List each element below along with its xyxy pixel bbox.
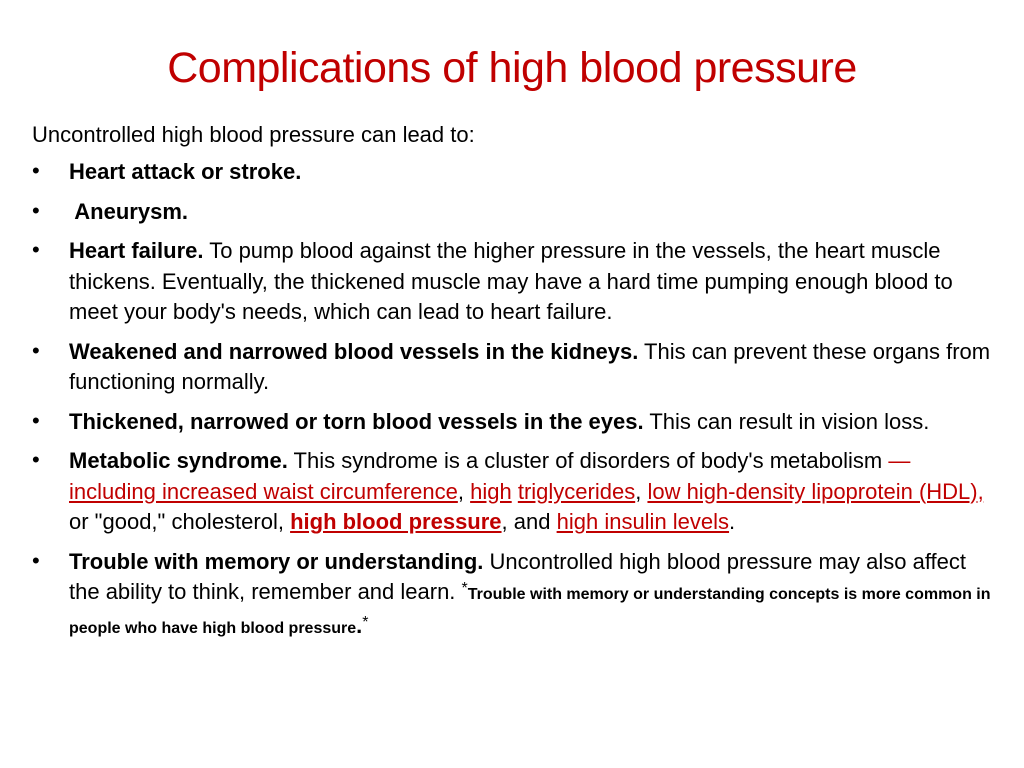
- bullet-icon: •: [32, 197, 40, 223]
- high-link[interactable]: high: [470, 478, 512, 504]
- bullet-icon: •: [32, 407, 40, 433]
- bullet-icon: •: [32, 337, 40, 363]
- insulin-levels-link[interactable]: high insulin levels: [556, 509, 730, 534]
- list-item-eyes: [32, 407, 1000, 438]
- separator-text: ,: [457, 478, 464, 504]
- item-description: This can prevent these organs from functioning normally.: [69, 338, 991, 394]
- item-heading: Heart failure.: [69, 238, 204, 263]
- list-item-aneurysm: [32, 197, 1000, 228]
- item-heading: Weakened and narrowed blood vessels in the kidneys.: [69, 338, 639, 364]
- item-heading: Heart attack or stroke.: [69, 159, 302, 184]
- item-heading: Thickened, narrowed or torn blood vessels in the eyes.: [69, 408, 644, 434]
- item-description: This can result in vision loss.: [643, 408, 930, 434]
- list-item-kidneys: [32, 337, 1000, 398]
- asterisk: *: [461, 580, 468, 597]
- asterisk: *: [362, 613, 369, 631]
- high-blood-pressure-link[interactable]: high blood pressure: [290, 509, 502, 534]
- bullet-icon: •: [32, 547, 40, 573]
- item-heading: Aneurysm.: [69, 198, 189, 224]
- footnote-period: .: [356, 612, 363, 638]
- list-item-heart-failure: [32, 236, 1000, 328]
- footnote-text: Trouble with memory or understanding concepts is more common in people who have high blood pressure: [69, 586, 991, 637]
- dash-link[interactable]: —: [888, 448, 911, 473]
- bullet-icon: •: [32, 237, 40, 262]
- item-description: Uncontrolled high blood pressure may also affect the ability to think, remember and learn.: [69, 548, 967, 604]
- list-item-metabolic-syndrome: [32, 446, 1000, 538]
- bullet-icon: •: [32, 158, 40, 183]
- waist-circumference-link[interactable]: including increased waist circumference: [69, 478, 458, 504]
- item-heading: Trouble with memory or understanding.: [69, 548, 484, 574]
- bullet-icon: •: [32, 447, 40, 472]
- separator-text: ,: [635, 478, 642, 504]
- hdl-link[interactable]: low high-density lipoprotein (HDL),: [647, 478, 984, 504]
- list-item-heart-attack: [32, 157, 1000, 188]
- slide-title: Complications of high blood pressure: [167, 44, 857, 92]
- list-item-memory: [32, 547, 1000, 645]
- item-description: To pump blood against the higher pressure in the vessels, the heart muscle thickens. Eventually, the thickened muscle may have a hard time pumping enough blood to meet your body's needs, which can lead to heart failure.: [69, 238, 953, 324]
- triglycerides-link[interactable]: triglycerides: [517, 478, 636, 504]
- end-punctuation: .: [729, 509, 736, 534]
- item-heading: Metabolic syndrome.: [69, 448, 288, 473]
- cholesterol-text: or "good," cholesterol,: [69, 509, 291, 534]
- intro-text: Uncontrolled high blood pressure can lead to:: [32, 122, 475, 147]
- separator-text: , and: [501, 509, 551, 534]
- complications-list: [32, 157, 1000, 653]
- item-description: This syndrome is a cluster of disorders of body's metabolism: [287, 448, 889, 473]
